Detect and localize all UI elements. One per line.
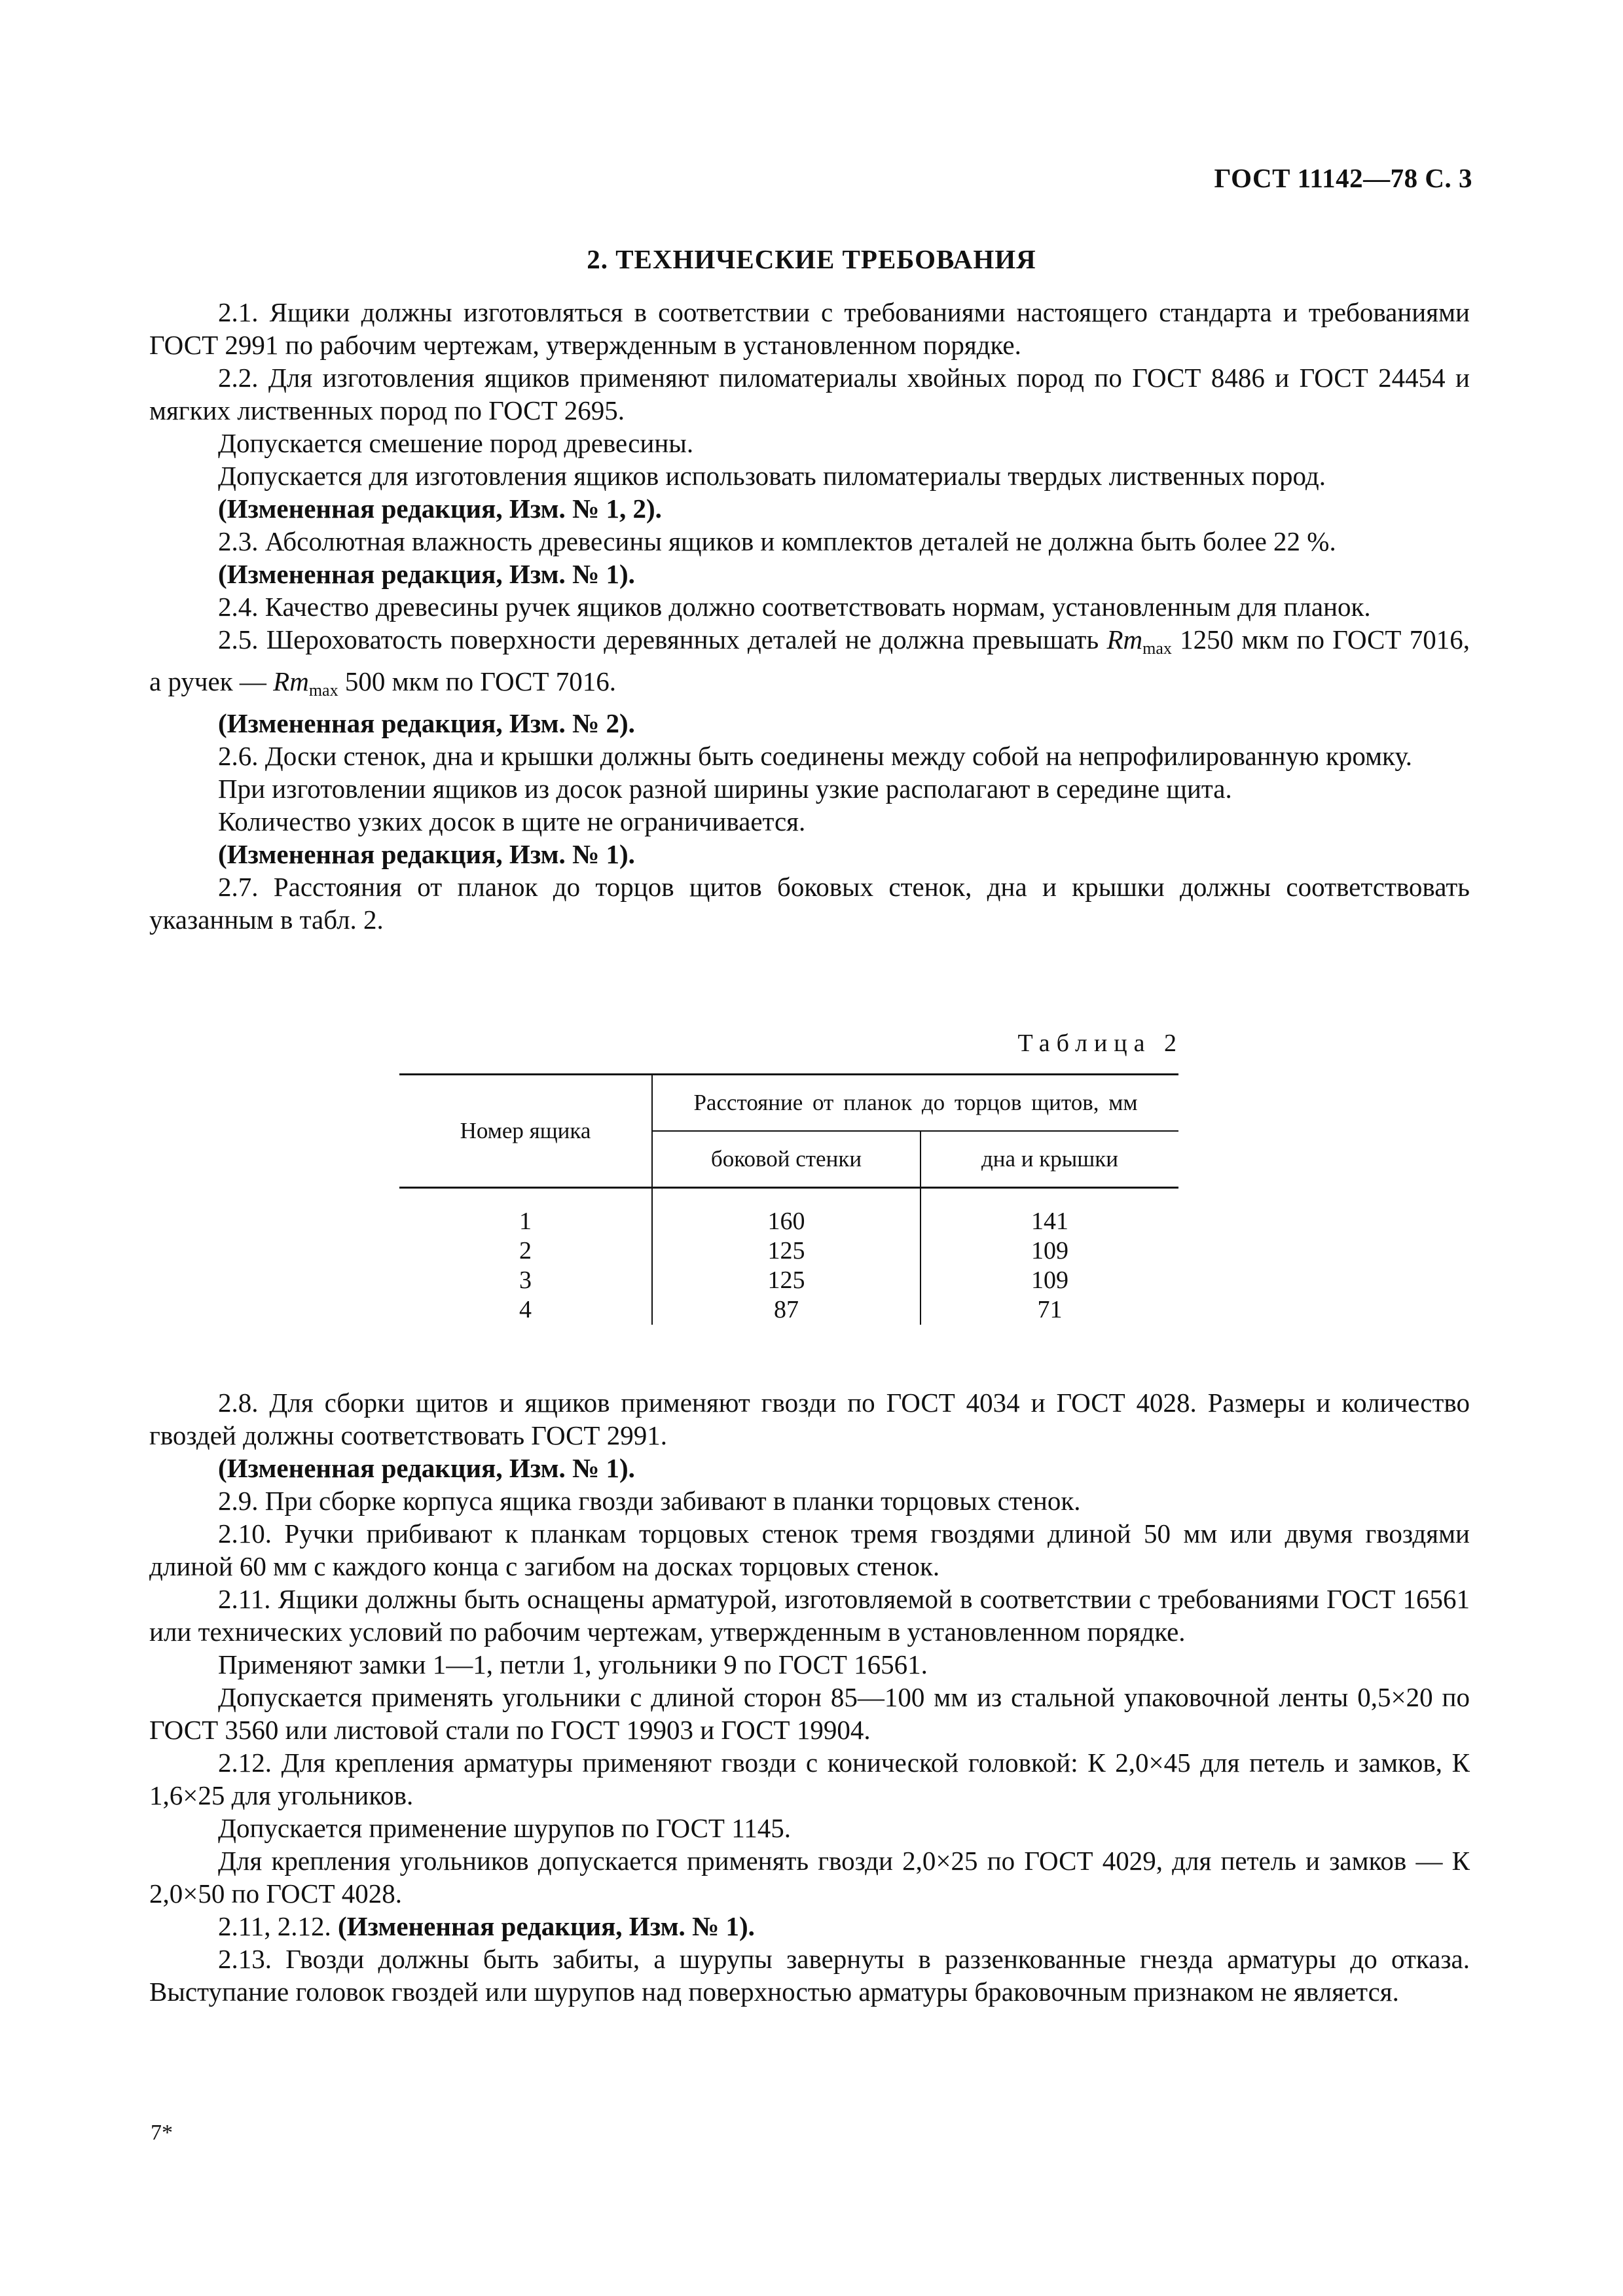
paragraph-mixing: Допускается смешение пород древесины. (218, 428, 694, 458)
col-header-bottom-lid: дна и крышки (921, 1131, 1178, 1188)
rm-symbol: Rm (273, 666, 309, 696)
amendment-note: (Измененная редакция, Изм. № 1). (218, 559, 635, 589)
amendment-note: (Измененная редакция, Изм. № 1). (337, 1911, 755, 1941)
paragraph-2-11: 2.11. Ящики должны быть оснащены арматурой, изготовляемой в соответствии с требованиями ГОСТ 16561 или технических условий по рабочим чертежам, утвержденным в установленном порядке. (149, 1584, 1470, 1647)
paragraph-2-5 (149, 623, 1470, 707)
paragraph-count: Количество узких досок в щите не ограничивается. (218, 806, 806, 836)
paragraph-2-6: 2.6. Доски стенок, дна и крышки должны быть соединены между собой на непрофилированную кромку. (218, 741, 1413, 771)
table-caption: Таблица 2 (1017, 1030, 1183, 1057)
paragraph-2-1: 2.1. Ящики должны изготовляться в соответствии с требованиями настоящего стандарта и требованиями ГОСТ 2991 по рабочим чертежам, утвержденным в установленном порядке. (149, 297, 1470, 360)
text-block-top (149, 296, 1470, 936)
cell-bottom-lid: 71 (1037, 1296, 1063, 1323)
paragraph-2-7: 2.7. Расстояния от планок до торцов щитов боковых стенок, дна и крышки должны соответствовать указанным в табл. 2. (149, 872, 1470, 935)
col-header-box-number: Номер ящика (399, 1075, 652, 1188)
paragraph-2-10: 2.10. Ручки прибивают к планкам торцовых стенок тремя гвоздями длиной 50 мм или двумя гвоздями длиной 60 мм с каждого конца с загибом на досках торцовых стенок. (149, 1518, 1470, 1581)
p25-text-2: 1250 мкм по ГОСТ 7016, а ручек — (149, 624, 1470, 696)
table-row (399, 1295, 1178, 1325)
table-row (399, 1266, 1178, 1295)
table-row (399, 1236, 1178, 1266)
amendment-prefix: 2.11, 2.12. (218, 1911, 338, 1941)
col-header-side-wall: боковой стенки (652, 1131, 921, 1188)
page-footnote: 7* (151, 2121, 173, 2145)
cell-side-wall: 87 (652, 1295, 921, 1325)
col-group-header: Расстояние от планок до торцов щитов, мм (652, 1075, 1178, 1132)
cell-bottom-lid: 109 (1031, 1237, 1068, 1265)
cell-box-number: 4 (399, 1295, 652, 1325)
cell-box-number: 1 (399, 1207, 652, 1236)
cell-box-number: 2 (399, 1236, 652, 1266)
paragraph-2-3: 2.3. Абсолютная влажность древесины ящиков и комплектов деталей не должна быть более 22 %. (218, 526, 1336, 556)
paragraph-screws: Допускается применение шурупов по ГОСТ 1145. (218, 1813, 791, 1843)
amendment-note: (Измененная редакция, Изм. № 1). (218, 1453, 635, 1483)
table-row (399, 1207, 1178, 1236)
max-subscript: max (308, 681, 338, 700)
p25-text-3: 500 мкм по ГОСТ 7016. (338, 666, 617, 696)
page-header: ГОСТ 11142—78 С. 3 (1214, 163, 1472, 193)
paragraph-hardwood: Допускается для изготовления ящиков использовать пиломатериалы твердых лиственных пород. (218, 461, 1326, 491)
table-2 (399, 1073, 1178, 1325)
paragraph-2-13: 2.13. Гвозди должны быть забиты, а шурупы завернуты в раззенкованные гнезда арматуры до отказа. Выступание головок гвоздей или шурупов над поверхностью арматуры браковочным признаком не является. (149, 1944, 1470, 2007)
section-title: 2. ТЕХНИЧЕСКИЕ ТРЕБОВАНИЯ (587, 244, 1036, 274)
paragraph-2-9: 2.9. При сборке корпуса ящика гвозди забивают в планки торцовых стенок. (218, 1486, 1081, 1516)
paragraph-nails-corners: Для крепления угольников допускается применять гвозди 2,0×25 по ГОСТ 4029, для петель и замков — К 2,0×50 по ГОСТ 4028. (149, 1846, 1470, 1909)
cell-side-wall: 125 (652, 1266, 921, 1295)
paragraph-2-2: 2.2. Для изготовления ящиков применяют пиломатериалы хвойных пород по ГОСТ 8486 и ГОСТ 24454 и мягких лиственных пород по ГОСТ 2695. (149, 363, 1470, 425)
amendment-2-11-2-12 (149, 1910, 1470, 1943)
paragraph-narrow-boards: При изготовлении ящиков из досок разной ширины узкие располагают в середине щита. (218, 774, 1232, 804)
cell-box-number: 3 (399, 1266, 652, 1295)
rm-symbol: Rm (1106, 624, 1143, 655)
p25-text-1: 2.5. Шероховатость поверхности деревянных деталей не должна превышать (218, 624, 1107, 655)
cell-side-wall: 125 (652, 1236, 921, 1266)
paragraph-corners: Допускается применять угольники с длиной сторон 85—100 мм из стальной упаковочной ленты 0,5×20 по ГОСТ 3560 или листовой стали по ГОСТ 19903 и ГОСТ 19904. (149, 1682, 1470, 1745)
amendment-note: (Измененная редакция, Изм. № 1, 2). (218, 493, 662, 524)
amendment-note: (Измененная редакция, Изм. № 2). (218, 708, 635, 738)
cell-bottom-lid: 109 (1031, 1266, 1068, 1294)
paragraph-2-4: 2.4. Качество древесины ручек ящиков должно соответствовать нормам, установленным для планок. (218, 592, 1371, 622)
cell-bottom-lid: 141 (1031, 1208, 1068, 1235)
max-subscript: max (1142, 639, 1172, 658)
paragraph-2-12: 2.12. Для крепления арматуры применяют гвозди с конической головкой: К 2,0×45 для петель и замков, К 1,6×25 для угольников. (149, 1748, 1470, 1810)
amendment-note: (Измененная редакция, Изм. № 1). (218, 839, 635, 869)
paragraph-2-8: 2.8. Для сборки щитов и ящиков применяют гвозди по ГОСТ 4034 и ГОСТ 4028. Размеры и количество гвоздей должны соответствовать ГОСТ 2991. (149, 1388, 1470, 1450)
text-block-bottom (149, 1386, 1470, 2008)
cell-side-wall: 160 (652, 1207, 921, 1236)
paragraph-locks: Применяют замки 1—1, петли 1, угольники 9 по ГОСТ 16561. (218, 1649, 928, 1679)
